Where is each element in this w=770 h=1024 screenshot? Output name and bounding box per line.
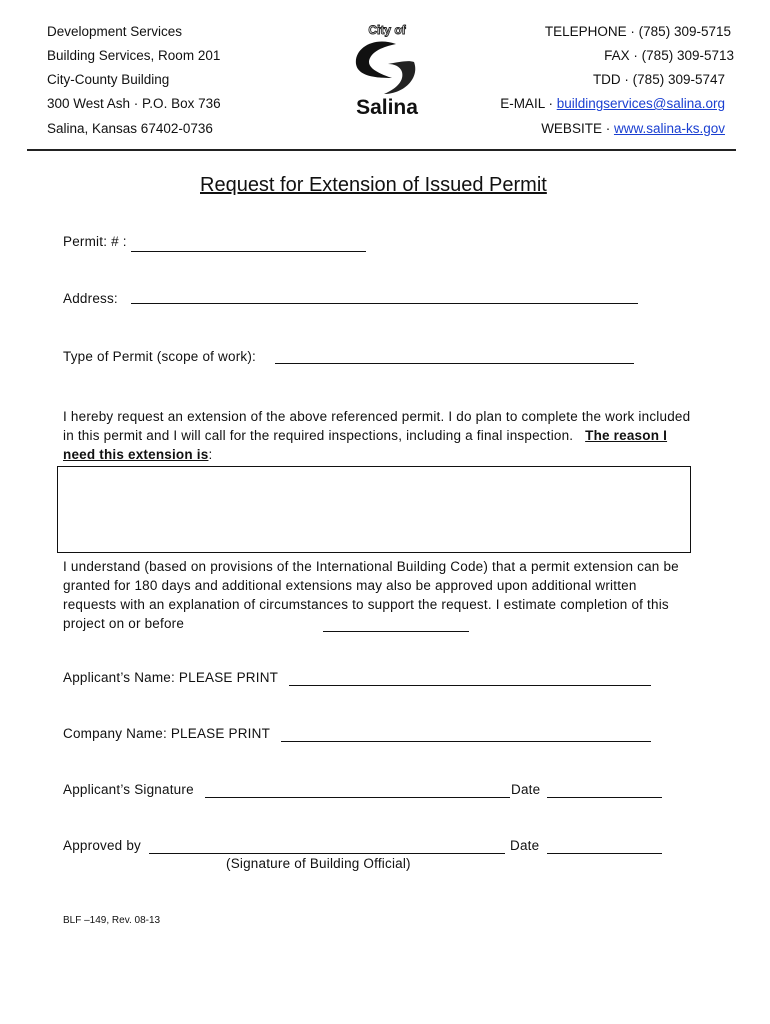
reason-label: The reason I need this extension is bbox=[63, 428, 668, 462]
official-signature-caption: (Signature of Building Official) bbox=[226, 856, 411, 871]
header-dept: Development Services bbox=[47, 24, 183, 39]
form-number: BLF –149, Rev. 08-13 bbox=[63, 915, 161, 926]
signature-date-label: Date bbox=[511, 782, 541, 797]
reason-colon: : bbox=[208, 447, 213, 462]
applicant-name-label: Applicant’s Name: PLEASE PRINT bbox=[63, 670, 279, 685]
email-link[interactable]: buildingservices@salina.org bbox=[556, 96, 725, 111]
approved-by-label: Approved by bbox=[63, 838, 141, 853]
header-email bbox=[500, 96, 725, 111]
page-title: Request for Extension of Issued Permit bbox=[200, 174, 547, 196]
request-text: I hereby request an extension of the above referenced permit. I do plan to complete the work included in this permit and I will call for the required inspections, including a final inspection. bbox=[63, 409, 691, 443]
request-paragraph bbox=[63, 407, 703, 464]
signature-field[interactable] bbox=[205, 797, 510, 798]
approved-date-label: Date bbox=[510, 838, 540, 853]
website-label: WEBSITE · bbox=[541, 121, 614, 136]
header-fax: FAX · (785) 309-5713 bbox=[604, 48, 734, 63]
header-website bbox=[541, 121, 725, 136]
approved-date-field[interactable] bbox=[547, 853, 662, 854]
signature-label: Applicant’s Signature bbox=[63, 782, 194, 797]
header-city: Salina, Kansas 67402-0736 bbox=[47, 121, 213, 136]
company-name-label: Company Name: PLEASE PRINT bbox=[63, 726, 271, 741]
website-link[interactable]: www.salina-ks.gov bbox=[613, 121, 725, 136]
permit-type-label: Type of Permit (scope of work): bbox=[63, 349, 257, 364]
permit-label: Permit: # : bbox=[63, 234, 127, 249]
header-room: Building Services, Room 201 bbox=[47, 48, 221, 63]
logo-salina-text: Salina bbox=[356, 96, 418, 119]
email-label: E-MAIL · bbox=[500, 96, 557, 111]
permit-number-field[interactable] bbox=[131, 251, 366, 252]
company-name-field[interactable] bbox=[281, 741, 651, 742]
logo-cityof-text: City of bbox=[368, 23, 406, 37]
header-telephone: TELEPHONE · (785) 309-5715 bbox=[544, 24, 731, 39]
understand-text: I understand (based on provisions of the International Building Code) that a permit extension can be granted for 180 days and additional extensions may also be approved upon additional written requests with an explanation of circumstances to support the request. I estimate completion of this project on or before bbox=[63, 559, 679, 631]
address-label: Address: bbox=[63, 291, 118, 306]
completion-date-field[interactable] bbox=[323, 631, 469, 632]
header-tdd: TDD · (785) 309-5747 bbox=[592, 72, 725, 87]
reason-textbox[interactable] bbox=[57, 466, 691, 553]
permit-type-field[interactable] bbox=[275, 363, 634, 364]
approved-by-field[interactable] bbox=[149, 853, 505, 854]
understand-paragraph bbox=[63, 557, 693, 633]
header-street: 300 West Ash · P.O. Box 736 bbox=[47, 96, 221, 111]
applicant-name-field[interactable] bbox=[289, 685, 651, 686]
city-of-salina-logo bbox=[344, 22, 430, 122]
address-field[interactable] bbox=[131, 303, 638, 304]
header-divider bbox=[27, 149, 736, 151]
signature-date-field[interactable] bbox=[547, 797, 662, 798]
header-building: City-County Building bbox=[47, 72, 170, 87]
